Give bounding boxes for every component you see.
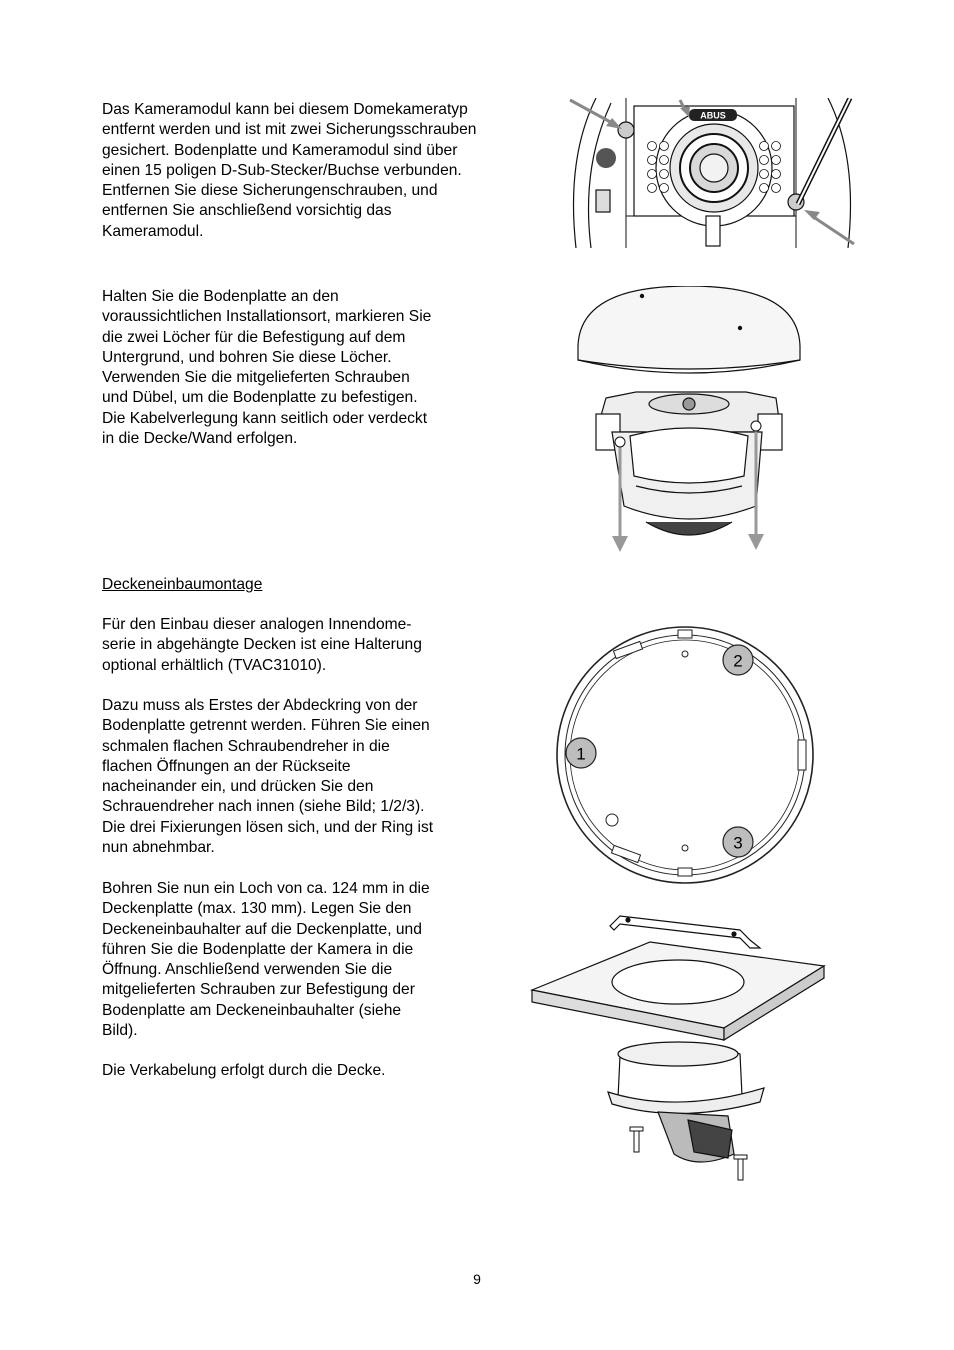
- exploded-dome-figure: [576, 286, 802, 554]
- cover-ring-figure: [554, 624, 816, 886]
- page-number: 9: [473, 1271, 481, 1287]
- marker-2: [723, 645, 753, 675]
- section-heading: Deckeneinbaumontage: [102, 576, 263, 593]
- paragraph-drilling: Bohren Sie nun ein Loch von ca. 124 mm in die Deckenplatte (max. 130 mm). Legen Sie den Deckeneinbauhalter auf die Deckenplatte, und führen Sie die Bodenplatte der Kamera in die Öffnung. Anschließend verwenden Sie die mitgelieferten Schrauben zur Befestigung der Bodenplatte am Deckeneinbauhalter (siehe Bild).: [102, 880, 430, 1040]
- paragraph-ceiling-bracket: Für den Einbau dieser analogen Innendome- serie in abgehängte Decken ist eine Halterung optional erhältlich (TVAC31010).: [102, 616, 422, 674]
- svg-text:2: 2: [733, 651, 743, 671]
- paragraph-base-plate: Halten Sie die Bodenplatte an den voraussichtlichen Installationsort, markieren Sie die zwei Löcher für die Befestigung auf dem Untergrund, und bohren Sie diese Löcher. Verwenden Sie die mitgelieferten Schrauben und Dübel, um die Bodenplatte zu befestigen. Die Kabelverlegung kann seitlich oder verdeckt in die Decke/Wand erfolgen.: [102, 288, 432, 448]
- marker-1: [566, 738, 596, 768]
- ceiling-mount-figure: [528, 908, 828, 1184]
- brand-label: ABUS: [700, 110, 726, 121]
- paragraph-cover-ring: Dazu muss als Erstes der Abdeckring von der Bodenplatte getrennt werden. Führen Sie einen schmalen flachen Schraubendreher in die flachen Öffnungen an der Rückseite nacheinander ein, und drücken Sie den Schrauendreher nach innen (siehe Bild; 1/2/3). Die drei Fixierungen lösen sich, und der Ring ist nun abnehmbar.: [102, 697, 434, 857]
- camera-module-figure: [566, 98, 858, 250]
- svg-text:3: 3: [733, 833, 743, 853]
- paragraph-camera-module: Das Kameramodul kann bei diesem Domekameratyp entfernt werden und ist mit zwei Sicherungsschrauben gesichert. Bodenplatte und Kameramodul sind über einen 15 poligen D-Sub-Stecker/Buchse verbunden. Entfernen Sie diese Sicherungenschrauben, und entfernen Sie anschließend vorsichtig das Kameramodul.: [102, 101, 477, 240]
- paragraph-cabling: Die Verkabelung erfolgt durch die Decke.: [102, 1062, 386, 1079]
- svg-text:1: 1: [576, 744, 586, 764]
- marker-3: [723, 827, 753, 857]
